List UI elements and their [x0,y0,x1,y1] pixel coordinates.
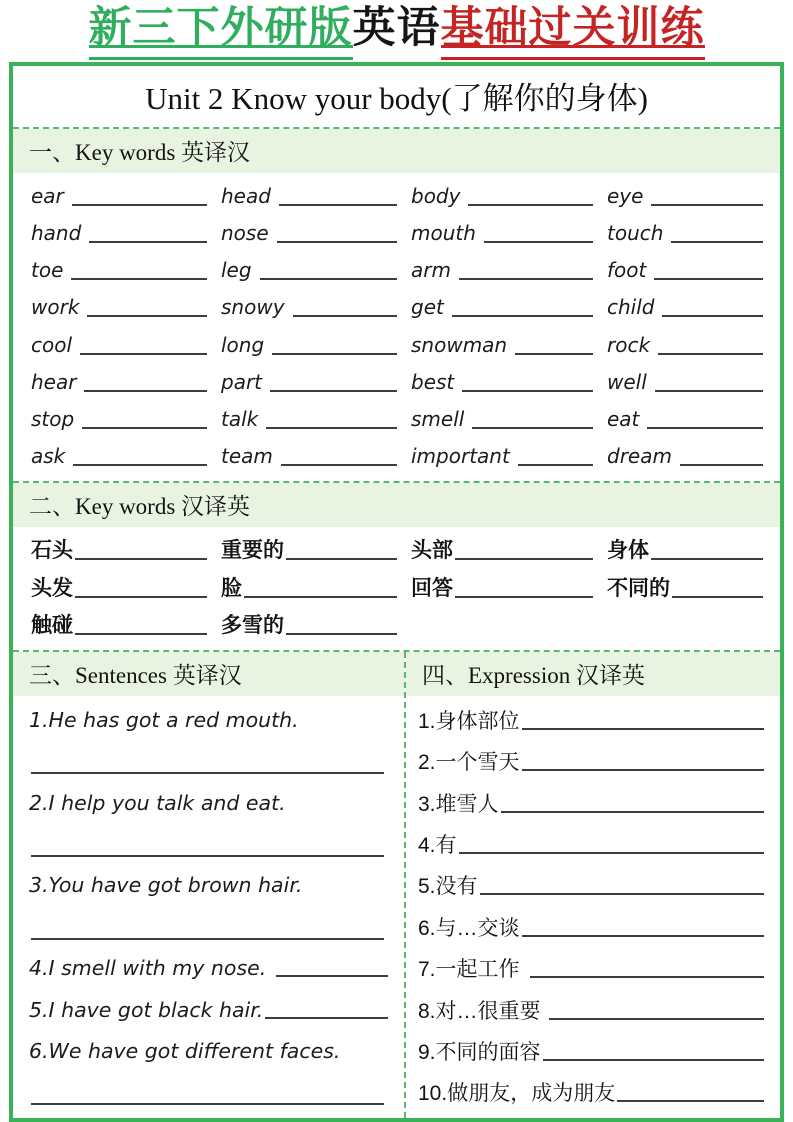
key-word-cell [221,214,411,251]
section-expressions [404,652,780,1118]
answer-blank [75,633,207,635]
sentence-item [29,782,392,823]
key-word-label: eye [607,183,644,208]
answer-blank [286,633,397,635]
key-words-grid-en [13,173,780,481]
expression-item [418,1030,768,1071]
key-word-cell [221,363,411,400]
key-word-cell [607,177,766,214]
answer-blank [617,1100,764,1102]
key-word-label: foot [607,258,647,283]
answer-blank [72,204,207,206]
section-key-words-en-cn [13,127,780,481]
key-word-cell [31,531,221,569]
answer-blank [655,390,763,392]
answer-blank [672,596,763,598]
answer-blank [651,204,763,206]
key-word-cell [221,400,411,437]
answer-blank [484,241,593,243]
section-four-heading: 四、Expression 汉译英 [406,652,780,696]
expression-item [418,699,768,740]
sentence-text: 6.We have got different faces. [29,1038,341,1063]
key-word-label: stop [31,406,75,431]
key-word-label: well [607,369,647,394]
key-word-cell [411,177,607,214]
answer-blank [530,976,764,978]
key-word-cell [221,606,411,644]
key-word-label: 不同的 [607,576,670,600]
key-word-label: mouth [411,220,476,245]
key-word-label: 重要的 [221,539,284,563]
answer-blank [647,427,763,429]
key-word-cell [221,531,411,569]
key-word-label: 身体 [607,539,649,563]
answer-blank [276,975,388,977]
key-word-label: toe [31,258,64,283]
key-word-label: leg [221,258,252,283]
key-word-label: head [221,183,271,208]
key-word-cell [607,289,766,326]
unit-title: Unit 2 Know your body(了解你的身体) [145,81,648,117]
answer-blank [658,353,763,355]
key-word-cell [607,531,766,569]
answer-blank [89,241,207,243]
answer-blank [260,278,397,280]
key-word-cell [607,214,766,251]
answer-blank-line [29,1072,392,1113]
sentence-item [29,948,392,989]
answer-blank [265,1017,388,1019]
key-word-cell [221,437,411,474]
expression-item [418,1072,768,1113]
key-word-cell [607,400,766,437]
key-word-label: 回答 [411,576,453,600]
expression-text: 6.与…交谈 [418,916,520,940]
key-word-label: talk [221,406,259,431]
key-word-label: body [411,183,461,208]
key-word-cell [221,177,411,214]
key-word-label: get [411,295,444,320]
key-word-cell [31,363,221,400]
answer-blank [671,241,763,243]
bottom-columns [13,650,780,1118]
answer-blank [455,558,593,560]
key-word-label: 头部 [411,539,453,563]
answer-blank [75,558,207,560]
key-word-cell [31,177,221,214]
key-word-cell [31,326,221,363]
answer-blank [87,315,207,317]
sentence-item [29,1030,392,1071]
key-word-cell [221,568,411,606]
section-three-heading: 三、Sentences 英译汉 [13,652,404,696]
key-word-cell [607,363,766,400]
key-word-cell [31,289,221,326]
key-word-label: nose [221,220,269,245]
key-word-label: cool [31,332,73,357]
key-word-label: important [411,444,510,469]
sentence-item [29,699,392,740]
answer-blank [31,772,384,774]
answer-blank [279,204,397,206]
key-word-cell [411,289,607,326]
answer-blank-line [29,906,392,947]
answer-blank [293,315,397,317]
answer-blank [680,464,763,466]
answer-blank [654,278,763,280]
answer-blank [244,596,397,598]
key-word-label: dream [607,444,672,469]
key-word-label: ear [31,183,64,208]
answer-blank [277,241,397,243]
key-word-label: 触碰 [31,614,73,638]
answer-blank [515,353,593,355]
key-word-cell [31,568,221,606]
key-word-cell [411,363,607,400]
sentence-text: 2.I help you talk and eat. [29,790,286,815]
key-word-cell [411,437,607,474]
key-word-cell [411,400,607,437]
key-word-label: snowy [221,295,285,320]
section-sentences [13,652,404,1118]
answer-blank [286,558,397,560]
key-word-label: rock [607,332,651,357]
sentence-text: 5.I have got black hair. [29,997,264,1022]
key-word-label: 石头 [31,539,73,563]
key-word-cell [411,531,607,569]
answer-blank [480,893,764,895]
key-word-label: team [221,444,273,469]
expression-text: 5.没有 [418,875,478,899]
section-two-heading: 二、Key words 汉译英 [13,483,780,527]
answer-blank [662,315,763,317]
key-word-cell [411,568,607,606]
expression-item [418,782,768,823]
key-word-label: 多雪的 [221,614,284,638]
expression-text: 4.有 [418,834,457,858]
key-word-label: eat [607,406,640,431]
answer-blank [522,769,764,771]
sentence-item [29,865,392,906]
answer-blank [455,596,593,598]
key-word-cell [31,214,221,251]
answer-blank-line [29,823,392,864]
expression-item [418,906,768,947]
page-title-subject: 英语 [352,5,441,52]
answer-blank [472,427,593,429]
expression-text: 10.做朋友，成为朋友 [418,1082,616,1106]
answer-blank [543,1059,764,1061]
sentence-text: 3.You have got brown hair. [29,873,303,898]
answer-blank [522,728,764,730]
key-word-label: arm [411,258,451,283]
sentence-text: 1.He has got a red mouth. [29,707,299,732]
key-word-label: smell [411,406,465,431]
answer-blank [75,596,207,598]
expression-text: 3.堆雪人 [418,792,499,816]
sentence-text: 4.I smell with my nose. [29,956,267,981]
key-word-cell [31,400,221,437]
key-word-label: ask [31,444,66,469]
answer-blank [266,427,397,429]
key-word-cell [31,252,221,289]
answer-blank [462,390,593,392]
key-word-cell [411,326,607,363]
answer-blank [80,353,207,355]
answer-blank [452,315,593,317]
key-word-label: 头发 [31,576,73,600]
answer-blank [272,353,397,355]
expression-item [418,823,768,864]
key-word-label: work [31,295,80,320]
key-word-cell [221,252,411,289]
section-one-heading: 一、Key words 英译汉 [13,129,780,173]
answer-blank [522,935,764,937]
answer-blank [549,1018,764,1020]
answer-blank [459,852,764,854]
page-title-edition: 新三下外研版 [89,5,353,60]
answer-blank [73,464,207,466]
key-word-label: touch [607,220,664,245]
key-word-cell [221,326,411,363]
key-word-label: part [221,369,263,394]
answer-blank [31,938,384,940]
key-word-cell [411,214,607,251]
answer-blank [468,204,593,206]
answer-blank-line [29,741,392,782]
expressions-body [406,696,780,1118]
key-word-cell [607,568,766,606]
key-word-cell [607,326,766,363]
key-word-cell [31,437,221,474]
answer-blank [651,558,763,560]
page-title-series: 基础过关训练 [441,5,705,60]
answer-blank [501,811,764,813]
sentences-body [13,696,404,1118]
answer-blank [31,1103,384,1105]
expression-text: 1.身体部位 [418,709,520,733]
key-word-label: hand [31,220,82,245]
expression-item [418,989,768,1030]
section-key-words-cn-en [13,481,780,651]
expression-text: 8.对…很重要 [418,999,541,1023]
answer-blank [270,390,397,392]
answer-blank [31,855,384,857]
expression-text: 2.一个雪天 [418,751,520,775]
expression-item [418,865,768,906]
answer-blank [84,390,207,392]
key-word-label: snowman [411,332,508,357]
key-word-cell [607,437,766,474]
key-word-cell [221,289,411,326]
page-title [0,0,793,60]
expression-text: 7.一起工作 [418,958,520,982]
expression-text: 9.不同的面容 [418,1040,541,1064]
key-words-grid-cn [13,527,780,651]
key-word-label: child [607,295,655,320]
key-word-label: long [221,332,265,357]
answer-blank [281,464,397,466]
key-word-cell [31,606,221,644]
answer-blank [459,278,593,280]
key-word-cell [411,252,607,289]
key-word-label: hear [31,369,77,394]
answer-blank [71,278,207,280]
worksheet-frame [9,62,784,1122]
key-word-label: 脸 [221,576,242,600]
sentence-item [29,989,392,1030]
expression-item [418,948,768,989]
key-word-cell [607,252,766,289]
key-word-label: best [411,369,455,394]
answer-blank [82,427,207,429]
answer-blank [518,464,593,466]
expression-item [418,741,768,782]
